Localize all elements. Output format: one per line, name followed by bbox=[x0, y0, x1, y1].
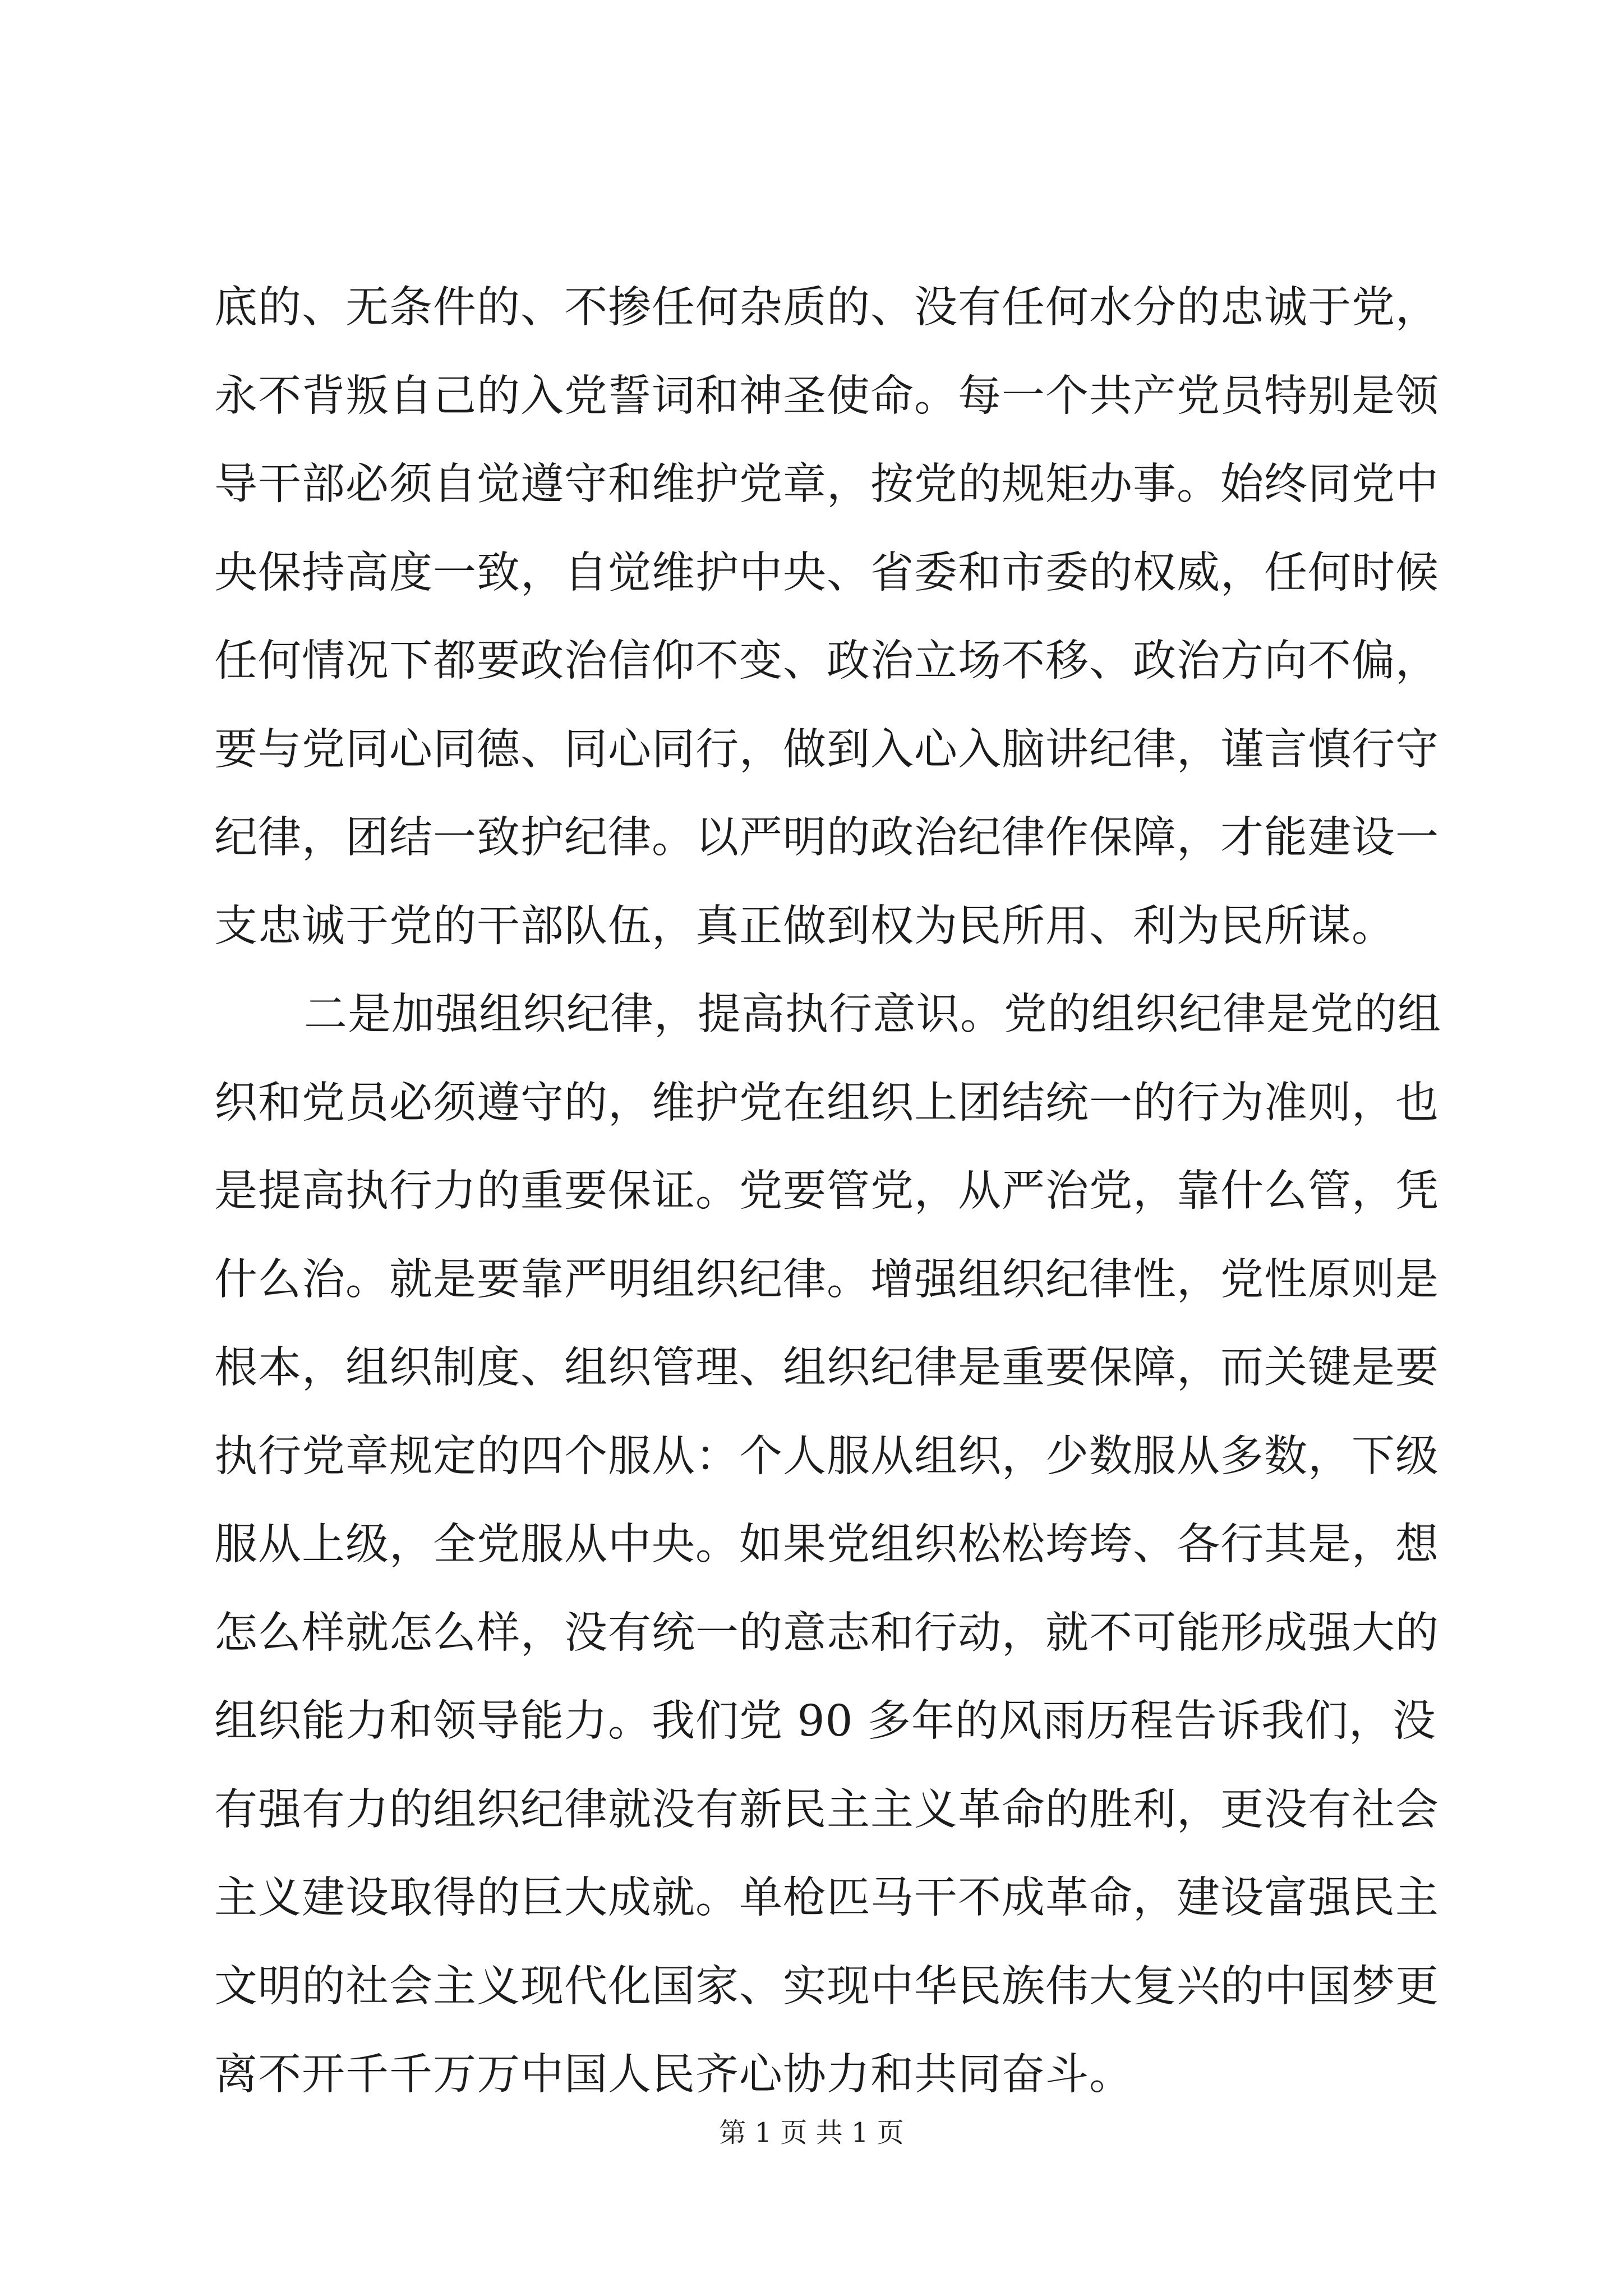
paragraph-2-line-5: 根本，组织制度、组织管理、组织纪律是重要保障，而关键是要 bbox=[214, 1343, 1439, 1393]
paragraph-1-line-1: 底的、无条件的、不掺任何杂质的、没有任何水分的忠诚于党， bbox=[214, 283, 1439, 333]
paragraph-2-line-12: 文明的社会主义现代化国家、实现中华民族伟大复兴的中国梦更 bbox=[214, 1961, 1439, 2012]
paragraph-2-line-2: 织和党员必须遵守的，维护党在组织上团结统一的行为准则，也 bbox=[214, 1078, 1439, 1128]
document-body bbox=[214, 264, 1441, 2119]
paragraph-2-line-1: 二是加强组织纪律，提高执行意识。党的组织纪律是党的组 bbox=[304, 990, 1441, 1039]
paragraph-2-line-9: 组织能力和领导能力。我们党 90 多年的风雨历程告诉我们，没 bbox=[214, 1696, 1436, 1746]
paragraph-2-line-13: 离不开千千万万中国人民齐心协力和共同奋斗。 bbox=[214, 2050, 1133, 2100]
paragraph-1-line-5: 任何情况下都要政治信仰不变、政治立场不移、政治方向不偏， bbox=[214, 636, 1439, 686]
paragraph-2-line-11: 主义建设取得的巨大成就。单枪匹马干不成革命，建设富强民主 bbox=[214, 1873, 1439, 1923]
page-number-label: 第 1 页 共 1 页 bbox=[719, 2117, 904, 2148]
paragraph-2-line-8: 怎么样就怎么样，没有统一的意志和行动，就不可能形成强大的 bbox=[214, 1608, 1439, 1658]
paragraph-2-line-6: 执行党章规定的四个服从：个人服从组织，少数服从多数，下级 bbox=[214, 1431, 1439, 1481]
paragraph-1-line-8: 支忠诚于党的干部队伍，真正做到权为民所用、利为民所谋。 bbox=[214, 901, 1395, 951]
paragraph-2-line-4: 什么治。就是要靠严明组织纪律。增强组织纪律性，党性原则是 bbox=[214, 1254, 1439, 1305]
paragraph-2-line-10: 有强有力的组织纪律就没有新民主主义革命的胜利，更没有社会 bbox=[214, 1784, 1439, 1835]
page-footer bbox=[0, 2116, 1623, 2150]
paragraph-2-line-3: 是提高执行力的重要保证。党要管党，从严治党，靠什么管，凭 bbox=[214, 1166, 1439, 1216]
paragraph-1-line-6: 要与党同心同德、同心同行，做到入心入脑讲纪律，谨言慎行守 bbox=[214, 724, 1439, 775]
paragraph-1-line-4: 央保持高度一致，自觉维护中央、省委和市委的权威，任何时候 bbox=[214, 547, 1439, 598]
paragraph-1-line-2: 永不背叛自己的入党誓词和神圣使命。每一个共产党员特别是领 bbox=[214, 371, 1439, 421]
paragraph-1-line-3: 导干部必须自觉遵守和维护党章，按党的规矩办事。始终同党中 bbox=[214, 459, 1439, 509]
paragraph-1-line-7: 纪律，团结一致护纪律。以严明的政治纪律作保障，才能建设一 bbox=[214, 813, 1439, 863]
paragraph-2-line-7: 服从上级，全党服从中央。如果党组织松松垮垮、各行其是，想 bbox=[214, 1520, 1439, 1570]
